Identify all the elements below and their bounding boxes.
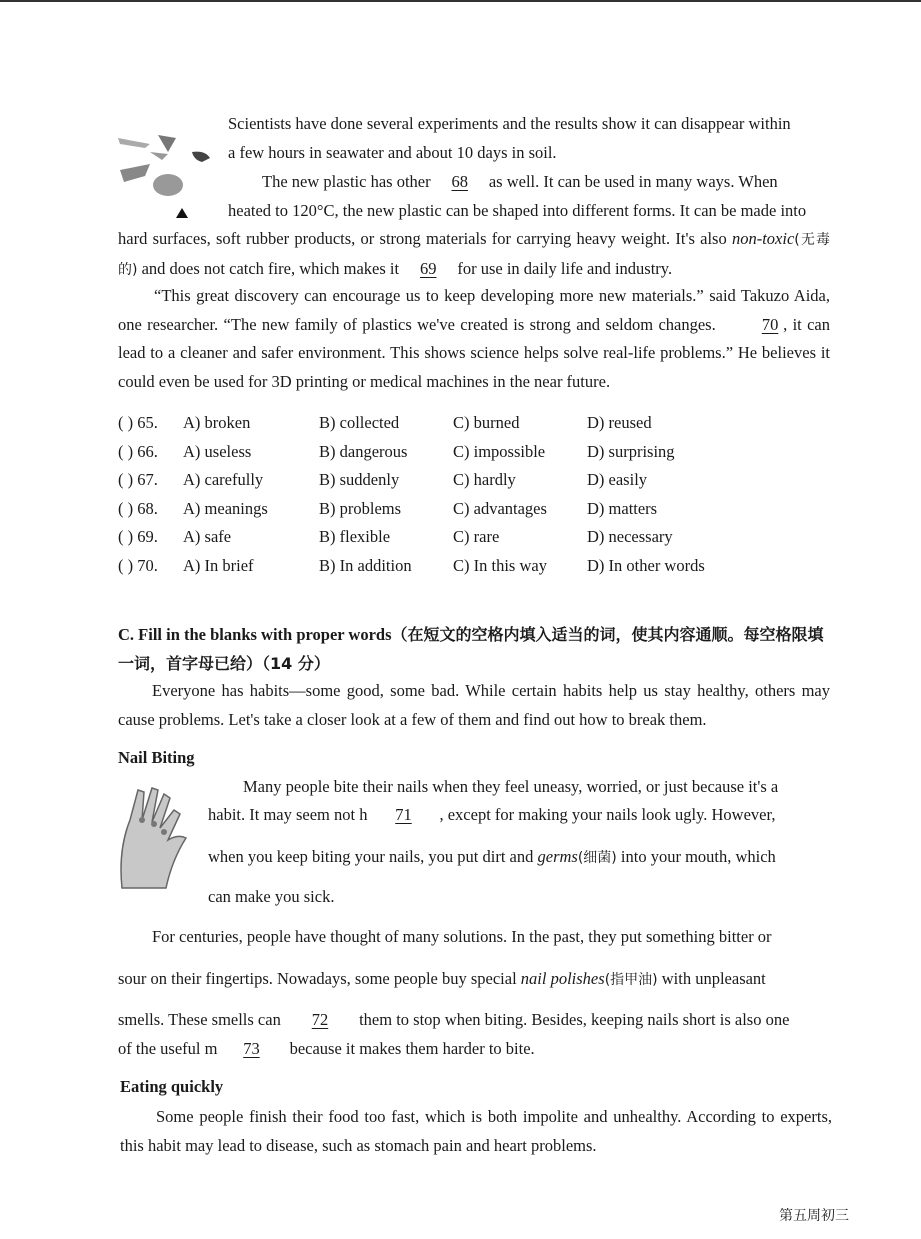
section-c-instructions: （在短文的空格内填入适当的词，使其内容通顺。每空格限填一词，首字母已给）（14 分） <box>118 625 824 673</box>
nail-p2-line3 <box>118 1006 830 1035</box>
nail-mark <box>139 817 145 823</box>
option-c[interactable]: C) burned <box>453 413 520 432</box>
text: when you keep biting your nails, you put dirt and <box>208 847 538 866</box>
question-number[interactable]: ( ) 70. <box>118 555 158 575</box>
option-a[interactable]: A) In brief <box>183 555 254 575</box>
text: , it can lead to a cleaner and safer environment. This shows science helps solve real-life problems.” He believes it could even be used for 3D printing or medical machines in the near future. <box>118 314 830 391</box>
fragment-shape <box>150 152 168 160</box>
gloss-germs: (细菌) <box>577 850 617 866</box>
option-d[interactable]: D) easily <box>587 470 648 489</box>
option-b[interactable]: B) problems <box>319 498 402 518</box>
text: smells. These smells can <box>118 1010 285 1029</box>
question-row-66 <box>118 438 758 467</box>
option-a[interactable]: A) useless <box>183 441 252 461</box>
fragment-shape <box>118 138 150 148</box>
blank-73[interactable]: 73 <box>243 1039 260 1058</box>
option-a[interactable]: A) broken <box>183 413 251 432</box>
nail-p2-line1: For centuries, people have thought of many solutions. In the past, they put something bitter or <box>152 927 772 946</box>
text: The new plastic has other <box>262 172 435 191</box>
option-c[interactable]: C) rare <box>453 527 500 546</box>
section-c-title: C. Fill in the blanks with proper words <box>118 625 392 644</box>
nail-p1-line3 <box>208 843 830 873</box>
question-row-69 <box>118 523 758 552</box>
option-d[interactable]: D) necessary <box>587 527 673 546</box>
section-c-intro: Everyone has habits—some good, some bad. While certain habits help us stay healthy, others may cause problems. Let's take a closer look at a few of them and find out how to break them. <box>118 681 830 729</box>
question-row-65 <box>118 409 758 438</box>
blank-68[interactable]: 68 <box>451 172 468 191</box>
question-number[interactable]: ( ) 68. <box>118 498 158 518</box>
option-d[interactable]: D) reused <box>587 413 652 432</box>
option-d[interactable]: D) In other words <box>587 555 705 575</box>
question-row-67 <box>118 466 758 495</box>
option-b[interactable]: B) In addition <box>319 555 412 575</box>
option-a[interactable]: A) safe <box>183 527 232 546</box>
fragment-shape <box>192 152 210 162</box>
section-c-heading <box>118 620 833 678</box>
nail-biting-title: Nail Biting <box>118 748 195 767</box>
nail-p1-line4: can make you sick. <box>208 887 335 906</box>
nail-mark <box>151 821 157 827</box>
question-row-68 <box>118 495 758 524</box>
triangle-shape <box>176 208 188 218</box>
text: habit. It may seem not h <box>208 805 368 824</box>
hand-shape <box>121 788 186 888</box>
eating-paragraph: Some people finish their food too fast, which is both impolite and unhealthy. According to experts, this habit may lead to disease, such as stomach pain and heart problems. <box>120 1107 832 1155</box>
term-germs: germs <box>537 847 578 866</box>
option-b[interactable]: B) suddenly <box>319 470 400 489</box>
text: sour on their fingertips. Nowadays, some people buy special <box>118 969 521 988</box>
option-c[interactable]: C) advantages <box>453 498 547 518</box>
nail-mark <box>161 829 167 835</box>
text: because it makes them harder to bite. <box>285 1039 535 1058</box>
nail-p1-line1: Many people bite their nails when they feel uneasy, worried, or just because it's a <box>243 777 779 796</box>
option-a[interactable]: A) carefully <box>183 470 264 489</box>
text: for use in daily life and industry. <box>453 258 673 278</box>
top-border <box>0 0 921 2</box>
option-c[interactable]: C) In this way <box>453 555 547 575</box>
blank-69[interactable]: 69 <box>419 258 437 278</box>
text: into your mouth, which <box>616 847 776 866</box>
text: “This great discovery can encourage us to keep developing more new materials.” said Takuzo Aida, one researcher. “The new family of plastics we've created is strong and seldom changes. <box>118 286 830 334</box>
text: them to stop when biting. Besides, keeping nails short is also one <box>354 1010 790 1029</box>
paragraph-b2-line2: heated to 120°C, the new plastic can be shaped into different forms. It can be made into <box>228 201 807 220</box>
paragraph-b1-line1: Scientists have done several experiments and the results show it can disappear within <box>228 114 791 133</box>
options-table <box>118 409 758 580</box>
nail-p1-line2 <box>208 801 830 830</box>
text: , except for making your nails look ugly. However, <box>439 805 776 824</box>
gloss-nail-polishes: (指甲油) <box>604 972 658 988</box>
eating-quickly-title: Eating quickly <box>120 1077 224 1096</box>
text: and does not catch fire, which makes it <box>137 258 404 278</box>
text: of the useful m <box>118 1039 218 1058</box>
nail-p2-line4 <box>118 1035 830 1064</box>
blank-71[interactable]: 71 <box>395 805 412 824</box>
fragment-shape <box>120 164 150 182</box>
question-number[interactable]: ( ) 67. <box>118 470 158 489</box>
paragraph-b2-rest <box>118 225 830 284</box>
gloss-nontoxic: (无毒的) <box>118 232 830 278</box>
hand-illustration <box>112 780 194 892</box>
option-c[interactable]: C) hardly <box>453 470 516 489</box>
blank-70[interactable]: 70 <box>761 314 779 334</box>
option-c[interactable]: C) impossible <box>453 441 546 461</box>
paragraph-b1-line2: a few hours in seawater and about 10 days in soil. <box>228 143 557 162</box>
option-d[interactable]: D) matters <box>587 498 658 518</box>
term-nail-polishes: nail polishes <box>520 969 605 988</box>
option-b[interactable]: B) collected <box>319 413 400 432</box>
text: as well. It can be used in many ways. When <box>484 172 778 191</box>
page-footer: 第五周初三 <box>779 1208 849 1224</box>
option-d[interactable]: D) surprising <box>587 441 675 461</box>
option-b[interactable]: B) flexible <box>319 527 391 546</box>
paragraph-b3 <box>118 282 830 396</box>
term-nontoxic: non-toxic <box>731 229 795 248</box>
fragment-shape <box>158 135 176 152</box>
option-a[interactable]: A) meanings <box>183 498 268 518</box>
option-b[interactable]: B) dangerous <box>319 441 408 461</box>
plastic-illustration <box>110 130 220 222</box>
paragraph-b2-line1 <box>262 168 830 197</box>
question-number[interactable]: ( ) 69. <box>118 527 158 546</box>
question-number[interactable]: ( ) 66. <box>118 441 158 461</box>
blank-72[interactable]: 72 <box>311 1010 329 1029</box>
nail-p2-line2 <box>118 965 830 995</box>
text: hard surfaces, soft rubber products, or strong materials for carrying heavy weight. It's also <box>118 229 732 248</box>
question-row-70 <box>118 552 758 581</box>
fragment-shape <box>153 174 183 196</box>
text: with unpleasant <box>657 969 766 988</box>
question-number[interactable]: ( ) 65. <box>118 413 158 432</box>
